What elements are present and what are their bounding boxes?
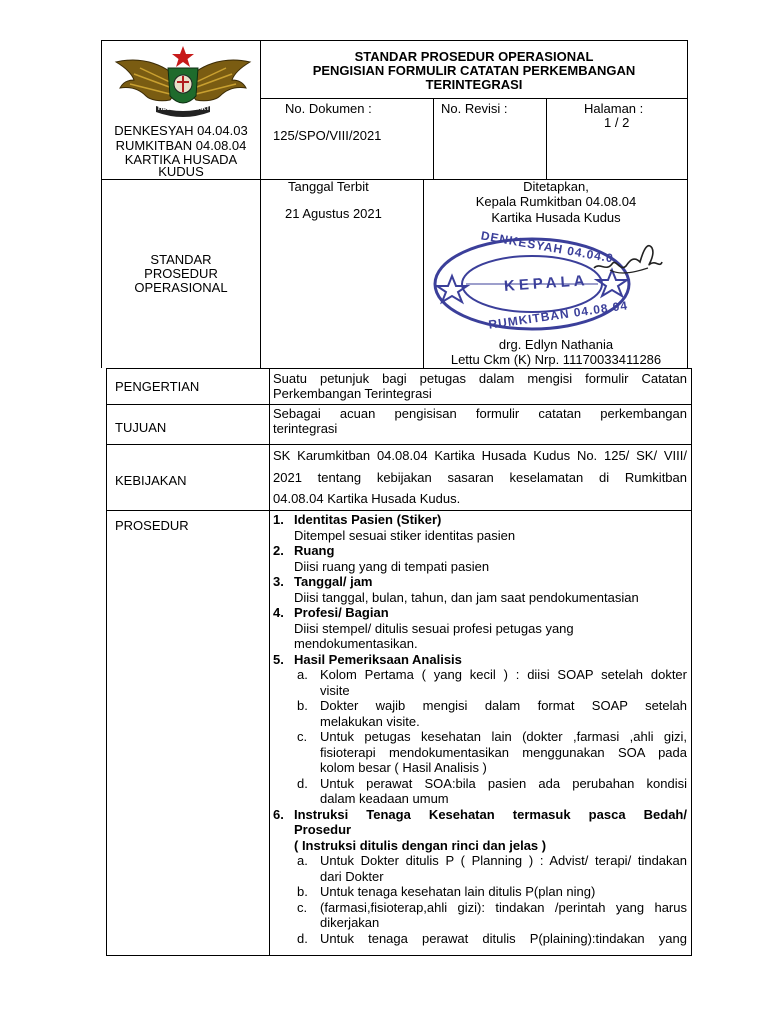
sop-line-2: PROSEDUR [144,266,218,281]
tujuan-text-line-2: terintegrasi [273,421,338,436]
content-top-line [106,368,692,369]
item-title: Identitas Pasien (Stiker) [294,512,442,527]
sub-item-letter: c. [297,899,308,915]
org-line-3: KARTIKA HUSADA [124,152,238,167]
sub-item [273,667,687,683]
signer-name: drg. Edlyn Nathania [498,337,614,352]
list-item-note [273,838,687,854]
sub-item [273,776,687,792]
kebijakan-text-line-2: 2021 tentang kebijakan sasaran keselamatan di Rumkitban [273,470,687,485]
title-line-2: PENGISIAN FORMULIR CATATAN PERKEMBANGAN [312,63,636,78]
sub-item-text: melakukan visite. [320,713,420,729]
list-item [273,605,687,621]
sub-item-cont [273,745,687,761]
item-description: mendokumentasikan. [294,636,418,651]
sub-item-letter: d. [297,775,308,791]
content-left-border [106,368,107,956]
list-item-cont [273,822,687,838]
pengertian-text-line-1: Suatu petunjuk bagi petugas dalam mengisi formulir Catatan [273,371,687,386]
title-bottom-line [260,98,688,99]
sub-item-text: Untuk perawat SOA:bila pasien ada perubahan kondisi [320,775,687,791]
stamp-top-text: DENKESYAH 04.04.0 [479,228,615,266]
row-line-2 [106,444,692,445]
prosedur-label: PROSEDUR [115,518,189,533]
list-item [273,512,687,528]
pengertian-text-line-2: Perkembangan Terintegrasi [273,386,432,401]
sub-item-cont [273,915,687,931]
revision-label: No. Revisi : [441,101,508,116]
approval-line-1: Ditetapkan, [523,179,589,194]
row-line-3 [106,510,692,511]
doc-row-divider-2 [546,98,547,179]
sub-item-text: Untuk tenaga kesehatan lain ditulis P(plan ning) [320,884,596,899]
kebijakan-text-line-3: 04.08.04 Kartika Husada Kudus. [273,491,461,506]
org-line-1: DENKESYAH 04.04.03 [114,123,248,138]
item-description: Diisi ruang yang di tempati pasien [294,558,490,574]
signer-rank-nrp: Lettu Ckm (K) Nrp. 11170033411286 [450,352,662,367]
sub-item-cont [273,760,687,776]
sub-item-text: Untuk Dokter ditulis P ( Planning ) : Advist/ terapi/ tindakan [320,853,687,868]
row-line-1 [106,404,692,405]
sub-item-cont [273,683,687,699]
procedure-list [273,512,687,946]
sub-item-letter: a. [297,667,308,682]
approval-line-3: Kartika Husada Kudus [491,210,621,225]
stamp-bottom-text: RUMKITBAN 04.08.04 [487,298,629,332]
org-line-2: RUMKITBAN 04.08.04 [115,138,247,153]
sub-item [273,729,687,745]
page-label: Halaman : [584,101,644,116]
border-top [101,40,688,41]
doc-row-divider-1 [433,98,434,179]
sub-item-letter: b. [297,884,308,899]
list-item-desc [273,559,687,575]
sub-item [273,853,687,869]
item-number: 2. [273,543,284,558]
issue-date-label: Tanggal Terbit [288,179,369,194]
org-line-4: KUDUS [158,164,204,179]
item-number: 6. [273,806,284,822]
list-item [273,543,687,559]
list-item [273,807,687,823]
list-item-desc [273,621,687,637]
title-line-1: STANDAR PROSEDUR OPERASIONAL [354,49,594,64]
sub-item-text: Kolom Pertama ( yang kecil ) : diisi SOAP setelah dokter [320,667,687,682]
sub-item-text: fisioterapi mendokumentasikan menggunakan SOA pada [320,744,687,760]
sub-item-cont [273,791,687,807]
item-number: 4. [273,605,284,620]
doc-number-label: No. Dokumen : [285,101,372,116]
item-number: 3. [273,574,284,589]
sub-item-text: dikerjakan [320,915,380,930]
item-note: ( Instruksi ditulis dengan rinci dan jelas ) [294,837,547,853]
item-title: Profesi/ Bagian [294,605,389,620]
sub-item-text: kolom besar ( Hasil Analisis ) [320,760,487,775]
item-title: Hasil Pemeriksaan Analisis [294,651,462,667]
approval-line-2: Kepala Rumkitban 04.08.04 [475,194,637,209]
sop-line-3: OPERASIONAL [134,280,228,295]
military-emblem-logo [112,44,254,120]
handwritten-signature [590,238,665,288]
sub-item-text: Dokter wajib mengisi dalam format SOAP setelah [320,698,687,713]
sub-item-text: (farmasi,fisioterap,ahli gizi): tindakan /perintah yang harus [320,899,687,915]
sub-item-cont [273,714,687,730]
content-bottom-line [106,955,692,956]
title-line-3: TERINTEGRASI [425,77,523,92]
tujuan-text-line-1: Sebagai acuan pengisisan formulir catatan perkembangan [273,406,687,421]
item-title: Tanggal/ jam [294,574,373,589]
list-item [273,574,687,590]
sub-item [273,884,687,900]
sub-item-letter: d. [297,930,308,946]
item-number: 1. [273,512,284,527]
sub-item-text: Untuk tenaga perawat ditulis P(plaining):tindakan yang [320,930,687,946]
sub-item-text: dalam keadaan umum [320,791,449,806]
sub-item [273,698,687,714]
item-description: Diisi tanggal, bulan, tahun, dan jam saat pendokumentasian [294,589,639,605]
list-item-desc [273,590,687,606]
list-item-desc [273,636,687,652]
logo-banner-text: HESTI WIRASAKTI [158,106,212,112]
tujuan-label: TUJUAN [115,420,167,435]
item-description: Diisi stempel/ ditulis sesuai profesi petugas yang [294,620,574,636]
item-title: Ruang [294,543,335,558]
list-item-desc [273,528,687,544]
sub-item-text: dari Dokter [320,868,384,884]
sub-item-text: Untuk petugas kesehatan lain (dokter ,farmasi ,ahli gizi, [320,729,687,744]
item-number: 5. [273,651,284,667]
issue-date-value: 21 Agustus 2021 [285,206,382,221]
sub-item-cont [273,869,687,885]
sub-item-letter: c. [297,729,308,744]
item-title: Prosedur [294,822,352,837]
content-right-border [691,368,692,956]
kebijakan-label: KEBIJAKAN [115,473,187,488]
sop-line-1: STANDAR [150,252,212,267]
list-item [273,652,687,668]
sub-item-letter: b. [297,698,308,713]
border-left-header [101,40,102,368]
kebijakan-text-line-1: SK Karumkitban 04.08.04 Kartika Husada Kudus No. 125/ SK/ VIII/ [273,448,687,463]
sub-item [273,900,687,916]
sub-item-text: visite [320,682,350,698]
stamp-center-text: KEPALA [503,272,590,295]
doc-number-value: 125/SPO/VIII/2021 [273,128,382,143]
sub-item-letter: a. [297,853,308,868]
pengertian-label: PENGERTIAN [115,379,200,394]
content-label-divider [269,368,270,956]
item-title: Instruksi Tenaga Kesehatan termasuk pasca Bedah/ [294,806,687,822]
page-value: 1 / 2 [604,115,630,130]
sub-item [273,931,687,947]
item-description: Ditempel sesuai stiker identitas pasien [294,527,516,543]
